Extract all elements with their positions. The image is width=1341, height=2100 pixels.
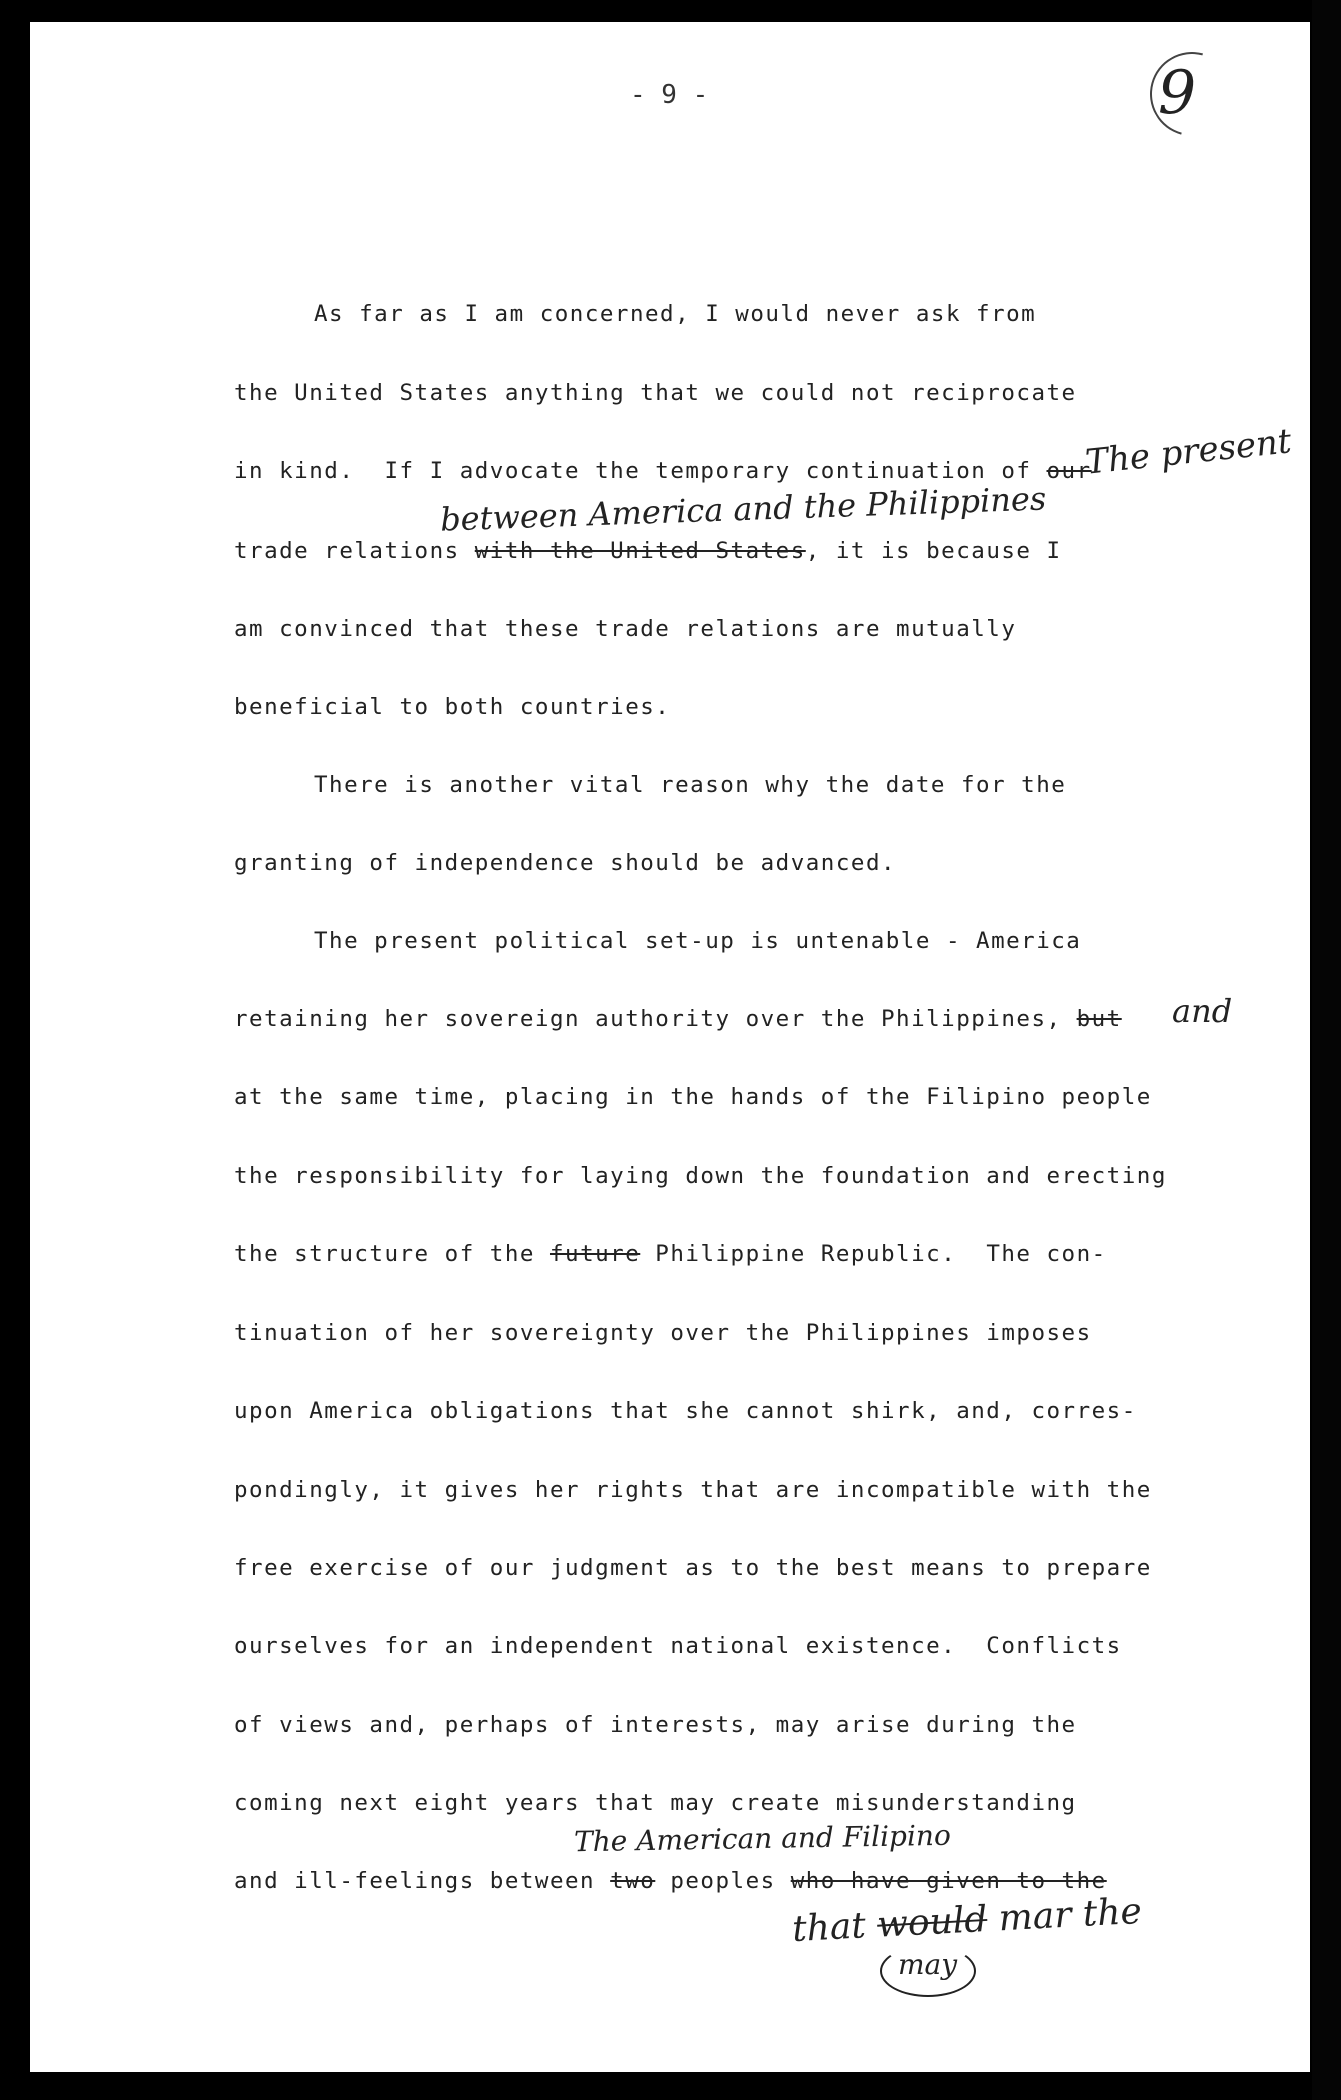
text-line: trade relations with the United States, it is because I xyxy=(234,538,1062,564)
folio-number: 9 xyxy=(1158,58,1197,128)
struck-text: our xyxy=(1046,458,1092,484)
text-line: As far as I am concerned, I would never ask from xyxy=(314,301,1037,327)
text-line: beneficial to both countries. xyxy=(234,694,671,720)
struck-text: but xyxy=(1076,1006,1122,1032)
struck-text: would xyxy=(876,1898,989,1946)
text-line: at the same time, placing in the hands of the Filipino people xyxy=(234,1084,1152,1110)
page-number: - 9 - xyxy=(630,80,709,110)
handwritten-insert: The present xyxy=(1083,421,1294,483)
text-line: and ill-feelings between two peoples who have given to the xyxy=(234,1868,1107,1894)
handwritten-insert: that would mar the xyxy=(791,1890,1143,1951)
text-line: granting of independence should be advanced. xyxy=(234,850,897,876)
text-line: pondingly, it gives her rights that are incompatible with the xyxy=(234,1477,1152,1503)
scan-edge xyxy=(1312,0,1341,2100)
text-line: am convinced that these trade relations are mutually xyxy=(234,616,1017,642)
text-line: the structure of the future Philippine Republic. The con- xyxy=(234,1241,1107,1267)
struck-text: with the United States xyxy=(474,538,806,564)
text-line: ourselves for an independent national existence. Conflicts xyxy=(234,1633,1122,1659)
text-line: coming next eight years that may create misunderstanding xyxy=(234,1790,1077,1816)
text-line: the responsibility for laying down the foundation and erecting xyxy=(234,1163,1167,1189)
text-line: the United States anything that we could not reciprocate xyxy=(234,380,1077,406)
struck-text: who have given to the xyxy=(790,1868,1107,1894)
text-line: of views and, perhaps of interests, may arise during the xyxy=(234,1712,1077,1738)
struck-text: future xyxy=(549,1241,641,1267)
handwritten-insert: may xyxy=(898,1948,958,1981)
text-line: There is another vital reason why the date for the xyxy=(314,772,1067,798)
text-line: tinuation of her sovereignty over the Philippines imposes xyxy=(234,1320,1092,1346)
struck-text: two xyxy=(610,1868,656,1894)
handwritten-insert: between America and the Philippines xyxy=(439,479,1047,539)
text-line: in kind. If I advocate the temporary continuation of our xyxy=(234,458,1092,484)
text-line: free exercise of our judgment as to the best means to prepare xyxy=(234,1555,1152,1581)
handwritten-insert: The American and Filipino xyxy=(573,1818,952,1859)
text-line: The present political set-up is untenable - America xyxy=(314,928,1082,954)
text-line: upon America obligations that she cannot shirk, and, corres- xyxy=(234,1398,1137,1424)
handwritten-insert: and xyxy=(1172,992,1233,1030)
text-line: retaining her sovereign authority over the Philippines, but xyxy=(234,1006,1122,1032)
